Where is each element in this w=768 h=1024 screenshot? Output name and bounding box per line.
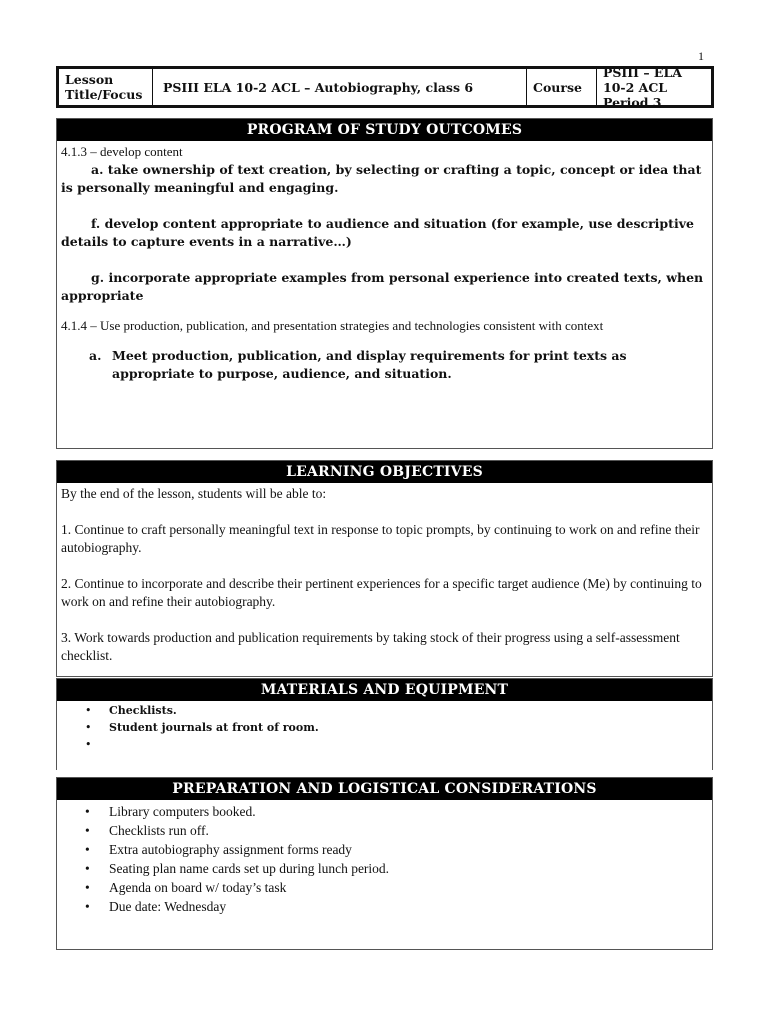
preparation-title: PREPARATION AND LOGISTICAL CONSIDERATIONS (57, 778, 712, 800)
outcome-4-1-4-a (89, 347, 708, 383)
bullet: • (85, 804, 90, 819)
objective-item: 1. Continue to craft personally meaningful text in response to topic prompts, by continuing to work on and refine their autobiography. (61, 522, 700, 555)
bullet: • (85, 899, 90, 914)
bullet: • (85, 823, 90, 838)
preparation-section (56, 777, 713, 950)
bullet: • (85, 738, 92, 751)
list-item: • Extra autobiography assignment forms ready (85, 842, 352, 857)
learning-objectives-section (56, 460, 713, 677)
lesson-header-table (56, 66, 714, 108)
lesson-title-value: PSIII ELA 10-2 ACL – Autobiography, class 6 (153, 69, 527, 105)
objective-item: 2. Continue to incorporate and describe their pertinent experiences for a specific target audience (Me) by continuing to work on and refine their autobiography. (61, 576, 702, 609)
list-marker: a. (89, 348, 102, 363)
materials-section (56, 678, 713, 770)
bullet: • (85, 880, 90, 895)
list-item: • Due date: Wednesday (85, 899, 227, 914)
learning-objectives-title: LEARNING OBJECTIVES (57, 461, 712, 483)
objective-item: 3. Work towards production and publication requirements by taking stock of their progress using a self-assessment checklist. (61, 630, 680, 663)
lesson-title-label: Lesson Title/Focus (59, 69, 153, 105)
program-outcomes-section (56, 118, 713, 449)
outcome-4-1-4-list (89, 347, 708, 383)
page-number: 1 (698, 49, 704, 63)
outcome-4-1-3-g: g. incorporate appropriate examples from personal experience into created texts, when appropriate (61, 270, 704, 303)
bullet: • (85, 704, 92, 717)
list-item (85, 736, 712, 753)
course-label: Course (527, 69, 597, 105)
list-item: • Checklists run off. (85, 823, 209, 838)
outcome-4-1-3-a: a. take ownership of text creation, by selecting or crafting a topic, concept or idea that is personally meaningful and engaging. (61, 162, 702, 195)
list-item: • Checklists. (85, 704, 177, 717)
list-item: • Seating plan name cards set up during lunch period. (85, 861, 390, 876)
outcome-4-1-4: 4.1.4 – Use production, publication, and presentation strategies and technologies consistent with context (61, 318, 604, 333)
list-item: • Agenda on board w/ today’s task (85, 880, 287, 895)
program-outcomes-title: PROGRAM OF STUDY OUTCOMES (57, 119, 712, 141)
bullet: • (85, 721, 92, 734)
objectives-intro: By the end of the lesson, students will be able to: (61, 486, 327, 501)
list-item: • Library computers booked. (85, 804, 256, 819)
list-item: • Student journals at front of room. (85, 721, 319, 734)
bullet: • (85, 842, 90, 857)
preparation-list (57, 800, 712, 916)
materials-title: MATERIALS AND EQUIPMENT (57, 679, 712, 701)
outcome-4-1-3: 4.1.3 – develop content (61, 144, 183, 159)
materials-list (57, 701, 712, 753)
bullet: • (85, 861, 90, 876)
course-value: PSIII – ELA 10-2 ACL Period 3 (603, 64, 682, 110)
outcome-4-1-4-a-text: Meet production, publication, and display requirements for print texts as appropriate to purpose, audience, and situation. (112, 348, 627, 381)
outcome-4-1-3-f: f. develop content appropriate to audience and situation (for example, use descriptive details to capture events in a narrative…) (61, 216, 694, 249)
